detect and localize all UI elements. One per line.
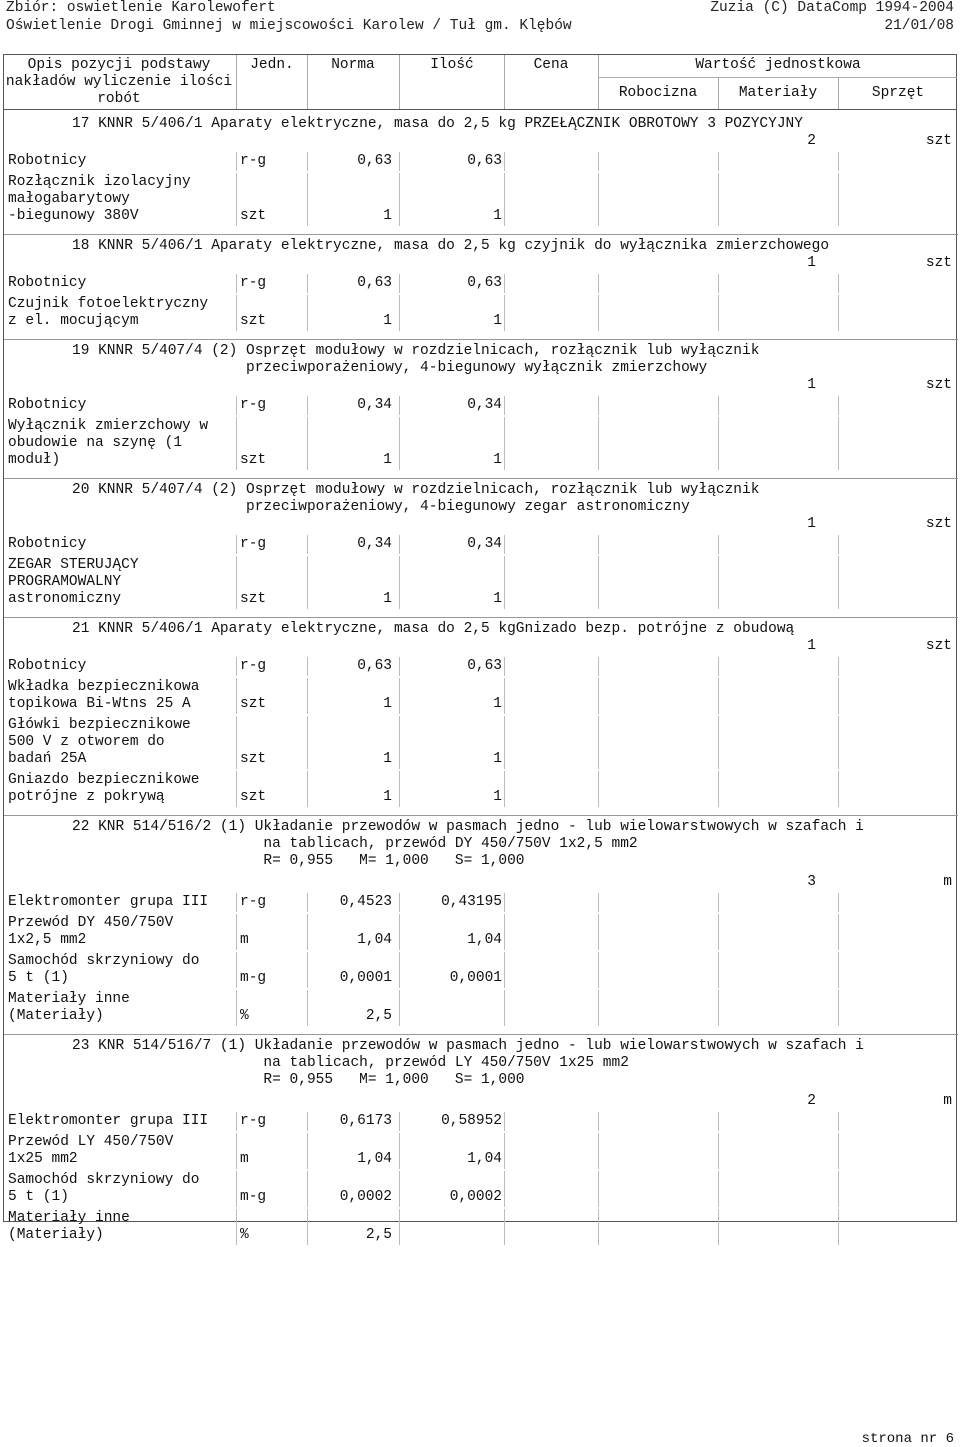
grid-line [838,535,839,554]
grid-line [598,295,599,331]
position-separator [4,1034,958,1035]
resource-row [4,716,958,770]
grid-line [718,1171,719,1207]
grid-line [399,417,400,470]
grid-line [598,716,599,769]
grid-line [838,173,839,226]
column-sprzet: Sprzęt [871,85,925,101]
resource-amount: 0,43195 [441,894,502,910]
grid-line [718,1133,719,1169]
position-title: 17 KNNR 5/406/1 Aparaty elektryczne, masa do 2,5 kg PRZEŁĄCZNIK OBROTOWY 3 POZYCYJNY [72,116,803,132]
resource-row [4,556,958,610]
column-materialy: Materiały [738,85,818,101]
grid-line [838,716,839,769]
resource-amount: 1 [493,313,502,329]
grid-line [718,990,719,1026]
grid-line [399,952,400,988]
resource-row [4,173,958,227]
grid-line [504,396,505,415]
grid-line [598,990,599,1026]
resource-row [4,1171,958,1208]
grid-line [236,417,237,470]
grid-line [838,1133,839,1169]
resource-norm: 0,63 [357,275,392,291]
resource-amount: 0,63 [467,658,502,674]
resource-row [4,678,958,715]
grid-line [236,1171,237,1207]
resource-norm: 1 [383,696,392,712]
resource-unit: % [240,1008,249,1024]
grid-line [236,952,237,988]
resource-name: Robotnicy [8,397,87,413]
grid-line [598,396,599,415]
grid-line [718,657,719,676]
grid-line [504,771,505,807]
grid-line [838,990,839,1026]
resource-amount: 0,58952 [441,1113,502,1129]
grid-line [504,535,505,554]
grid-line [598,417,599,470]
resource-norm: 1 [383,591,392,607]
grid-line [598,1112,599,1131]
resource-amount: 0,63 [467,153,502,169]
column-ilosc: Ilość [430,57,474,73]
resource-unit: % [240,1227,249,1243]
resource-row [4,1133,958,1170]
grid-line [399,556,400,609]
grid-line [399,1171,400,1207]
resource-norm: 0,6173 [339,1113,392,1129]
resource-unit: szt [240,591,267,607]
grid-line [399,535,400,554]
grid-line [838,952,839,988]
resource-row [4,893,958,913]
grid-line [236,1133,237,1169]
grid-line [838,417,839,470]
grid-line [598,556,599,609]
grid-line [307,952,308,988]
position-title: 21 KNNR 5/406/1 Aparaty elektryczne, masa do 2,5 kgGnizado bezp. potrójne z obudową [72,621,795,637]
grid-line [236,152,237,171]
grid-line [598,1133,599,1169]
grid-line [307,274,308,293]
grid-line [307,1209,308,1245]
grid-line [236,914,237,950]
resource-name: Robotnicy [8,275,87,291]
grid-line [236,678,237,714]
resource-amount: 1 [493,591,502,607]
grid-line [504,952,505,988]
grid-line [838,396,839,415]
grid-line [307,1112,308,1131]
resource-unit: r-g [240,397,267,413]
position-unit: m [943,1093,952,1109]
resource-unit: r-g [240,536,267,552]
grid-line [236,771,237,807]
grid-line [598,152,599,171]
position-unit: szt [925,377,952,393]
resource-norm: 0,63 [357,658,392,674]
resource-row [4,1209,958,1246]
grid-line [598,1209,599,1245]
positions-table [3,110,957,1243]
grid-line [598,678,599,714]
resource-unit: m-g [240,970,267,986]
grid-line [236,990,237,1026]
resource-name: Materiały inne (Materiały) [8,991,130,1024]
grid-line [399,295,400,331]
resource-norm: 0,0001 [339,970,392,986]
grid-line [718,914,719,950]
position-title: 23 KNR 514/516/7 (1) Układanie przewodów w pasmach jedno - lub wielowarstwowych w szafach i na tablicach, przewód LY 450/750V 1x25 mm2 R= 0,955 M= 1,000 S= 1,000 [72,1038,864,1088]
grid-line [598,535,599,554]
position-title: 19 KNNR 5/407/4 (2) Osprzęt modułowy w rozdzielnicach, rozłącznik lub wyłącznik przeciwporażeniowy, 4-biegunowy wyłącznik zmierzchowy [72,343,760,376]
resource-amount: 0,0001 [449,970,502,986]
grid-line [307,657,308,676]
resource-name: Robotnicy [8,658,87,674]
column-cena: Cena [533,57,569,73]
grid-line [307,1171,308,1207]
grid-line [504,657,505,676]
grid-line [307,173,308,226]
resource-norm: 0,34 [357,536,392,552]
resource-unit: r-g [240,894,267,910]
column-wartosc: Wartość jednostkowa [695,57,861,73]
resource-unit: r-g [240,658,267,674]
grid-line [399,678,400,714]
grid-line [838,1112,839,1131]
grid-line [718,173,719,226]
position-unit: m [943,874,952,890]
resource-amount: 1 [493,452,502,468]
resource-name: Robotnicy [8,536,87,552]
position-quantity: 1 [807,638,816,654]
resource-name: Rozłącznik izolacyjny małogabarytowy -biegunowy 380V [8,174,191,224]
position-unit: szt [925,516,952,532]
position-separator [4,617,958,618]
collection-name: Zbiór: oswietlenie Karolewofert [6,0,276,16]
position-separator [4,234,958,235]
document-date: 21/01/08 [884,18,954,34]
column-robocizna: Robocizna [618,85,698,101]
grid-line [504,1209,505,1245]
grid-line [236,716,237,769]
grid-line [504,990,505,1026]
grid-line [718,396,719,415]
resource-amount: 0,34 [467,397,502,413]
resource-amount: 0,34 [467,536,502,552]
grid-line [718,1209,719,1245]
grid-line [399,396,400,415]
grid-line [718,678,719,714]
resource-unit: r-g [240,1113,267,1129]
grid-line [838,914,839,950]
grid-line [236,396,237,415]
resource-unit: szt [240,789,267,805]
position-title: 18 KNNR 5/406/1 Aparaty elektryczne, masa do 2,5 kg czyjnik do wyłącznika zmierzchowego [72,238,830,254]
grid-line [838,556,839,609]
grid-line [399,657,400,676]
grid-line [307,716,308,769]
grid-line [236,535,237,554]
resource-name: Główki bezpiecznikowe 500 V z otworem do badań 25A [8,717,191,767]
grid-line [718,152,719,171]
grid-line [504,1133,505,1169]
resource-norm: 1 [383,452,392,468]
resource-unit: szt [240,696,267,712]
grid-line [504,417,505,470]
grid-line [399,1209,400,1245]
grid-line [718,274,719,293]
resource-row [4,1112,958,1132]
grid-line [838,295,839,331]
column-header [3,54,957,110]
grid-line [598,173,599,226]
resource-row [4,535,958,555]
grid-line [504,556,505,609]
grid-line [307,417,308,470]
resource-row [4,914,958,951]
resource-amount: 1 [493,208,502,224]
page-number: strona nr 6 [861,1431,954,1447]
grid-line [236,556,237,609]
resource-name: Przewód DY 450/750V 1x2,5 mm2 [8,915,174,948]
grid-line [598,771,599,807]
grid-line [598,274,599,293]
grid-line [399,1133,400,1169]
grid-line [236,1209,237,1245]
grid-line [236,274,237,293]
grid-line [399,893,400,912]
resource-row [4,990,958,1027]
grid-line [598,952,599,988]
resource-name: Materiały inne (Materiały) [8,1210,130,1243]
resource-unit: r-g [240,153,267,169]
grid-line [307,771,308,807]
resource-amount: 0,63 [467,275,502,291]
grid-line [307,914,308,950]
grid-line [307,152,308,171]
grid-line [399,274,400,293]
resource-norm: 0,63 [357,153,392,169]
position-unit: szt [925,133,952,149]
grid-line [598,914,599,950]
grid-line [504,914,505,950]
resource-unit: szt [240,208,267,224]
resource-unit: szt [240,313,267,329]
position-title: 22 KNR 514/516/2 (1) Układanie przewodów w pasmach jedno - lub wielowarstwowych w szafach i na tablicach, przewód DY 450/750V 1x2,5 mm2 R= 0,955 M= 1,000 S= 1,000 [72,819,864,869]
column-opis: Opis pozycji podstawy nakładów wyliczenie ilości robót [5,57,233,107]
resource-amount: 0,0002 [449,1189,502,1205]
grid-line [838,657,839,676]
resource-norm: 2,5 [365,1008,392,1024]
grid-line [307,535,308,554]
resource-unit: m-g [240,1189,267,1205]
resource-row [4,771,958,808]
resource-norm: 1,04 [357,1151,392,1167]
resource-amount: 1,04 [467,932,502,948]
grid-line [718,952,719,988]
column-jedn: Jedn. [250,57,294,73]
grid-line [838,152,839,171]
grid-line [504,893,505,912]
grid-line [504,295,505,331]
resource-name: Gniazdo bezpiecznikowe potrójne z pokrywą [8,772,200,805]
resource-name: Przewód LY 450/750V 1x25 mm2 [8,1134,174,1167]
resource-name: Samochód skrzyniowy do 5 t (1) [8,1172,200,1205]
resource-norm: 2,5 [365,1227,392,1243]
grid-line [718,893,719,912]
grid-line [399,771,400,807]
position-quantity: 1 [807,516,816,532]
grid-line [236,295,237,331]
grid-line [399,990,400,1026]
position-quantity: 1 [807,255,816,271]
position-quantity: 1 [807,377,816,393]
resource-row [4,417,958,471]
grid-line [838,771,839,807]
position-unit: szt [925,638,952,654]
grid-line [838,893,839,912]
grid-line [838,1171,839,1207]
grid-line [718,535,719,554]
grid-line [236,657,237,676]
grid-line [307,556,308,609]
grid-line [504,173,505,226]
resource-name: Czujnik fotoelektryczny z el. mocującym [8,296,209,329]
grid-line [399,914,400,950]
resource-row [4,657,958,677]
resource-unit: r-g [240,275,267,291]
position-unit: szt [925,255,952,271]
grid-line [838,1209,839,1245]
resource-norm: 1 [383,789,392,805]
resource-norm: 1,04 [357,932,392,948]
grid-line [236,173,237,226]
resource-amount: 1 [493,696,502,712]
resource-unit: m [240,932,249,948]
grid-line [718,556,719,609]
grid-line [236,1112,237,1131]
resource-row [4,396,958,416]
resource-amount: 1,04 [467,1151,502,1167]
resource-norm: 0,34 [357,397,392,413]
project-title: Oświetlenie Drogi Gminnej w miejscowości Karolew / Tuł gm. Klębów [6,18,572,34]
resource-unit: szt [240,751,267,767]
resource-name: Elektromonter grupa III [8,894,209,910]
position-separator [4,478,958,479]
grid-line [307,893,308,912]
resource-norm: 0,4523 [339,894,392,910]
position-separator [4,339,958,340]
resource-amount: 1 [493,751,502,767]
resource-name: Wyłącznik zmierzchowy w obudowie na szynę (1 moduł) [8,418,209,468]
resource-unit: szt [240,452,267,468]
resource-name: Robotnicy [8,153,87,169]
grid-line [504,152,505,171]
position-quantity: 2 [807,1093,816,1109]
position-quantity: 2 [807,133,816,149]
grid-line [838,274,839,293]
grid-line [504,678,505,714]
grid-line [504,1171,505,1207]
software-credit: Zuzia (C) DataComp 1994-2004 [710,0,954,16]
grid-line [598,657,599,676]
grid-line [504,716,505,769]
resource-amount: 1 [493,789,502,805]
resource-row [4,295,958,332]
resource-norm: 1 [383,313,392,329]
grid-line [718,417,719,470]
grid-line [399,716,400,769]
grid-line [598,893,599,912]
grid-line [307,678,308,714]
grid-line [718,716,719,769]
grid-line [307,396,308,415]
grid-line [307,295,308,331]
grid-line [504,274,505,293]
position-quantity: 3 [807,874,816,890]
resource-name: Samochód skrzyniowy do 5 t (1) [8,953,200,986]
resource-row [4,152,958,172]
resource-row [4,952,958,989]
grid-line [718,1112,719,1131]
grid-line [399,173,400,226]
resource-unit: m [240,1151,249,1167]
grid-line [598,1171,599,1207]
grid-line [236,893,237,912]
resource-norm: 0,0002 [339,1189,392,1205]
grid-line [307,990,308,1026]
grid-line [399,152,400,171]
column-norma: Norma [331,57,375,73]
resource-name: ZEGAR STERUJĄCY PROGRAMOWALNY astronomiczny [8,557,139,607]
grid-line [718,771,719,807]
grid-line [399,1112,400,1131]
grid-line [838,678,839,714]
resource-name: Elektromonter grupa III [8,1113,209,1129]
grid-line [504,1112,505,1131]
grid-line [307,1133,308,1169]
resource-row [4,274,958,294]
grid-line [718,295,719,331]
resource-norm: 1 [383,208,392,224]
resource-norm: 1 [383,751,392,767]
resource-name: Wkładka bezpiecznikowa topikowa Bi-Wtns 25 A [8,679,200,712]
position-separator [4,815,958,816]
position-title: 20 KNNR 5/407/4 (2) Osprzęt modułowy w rozdzielnicach, rozłącznik lub wyłącznik przeciwporażeniowy, 4-biegunowy zegar astronomiczny [72,482,760,515]
